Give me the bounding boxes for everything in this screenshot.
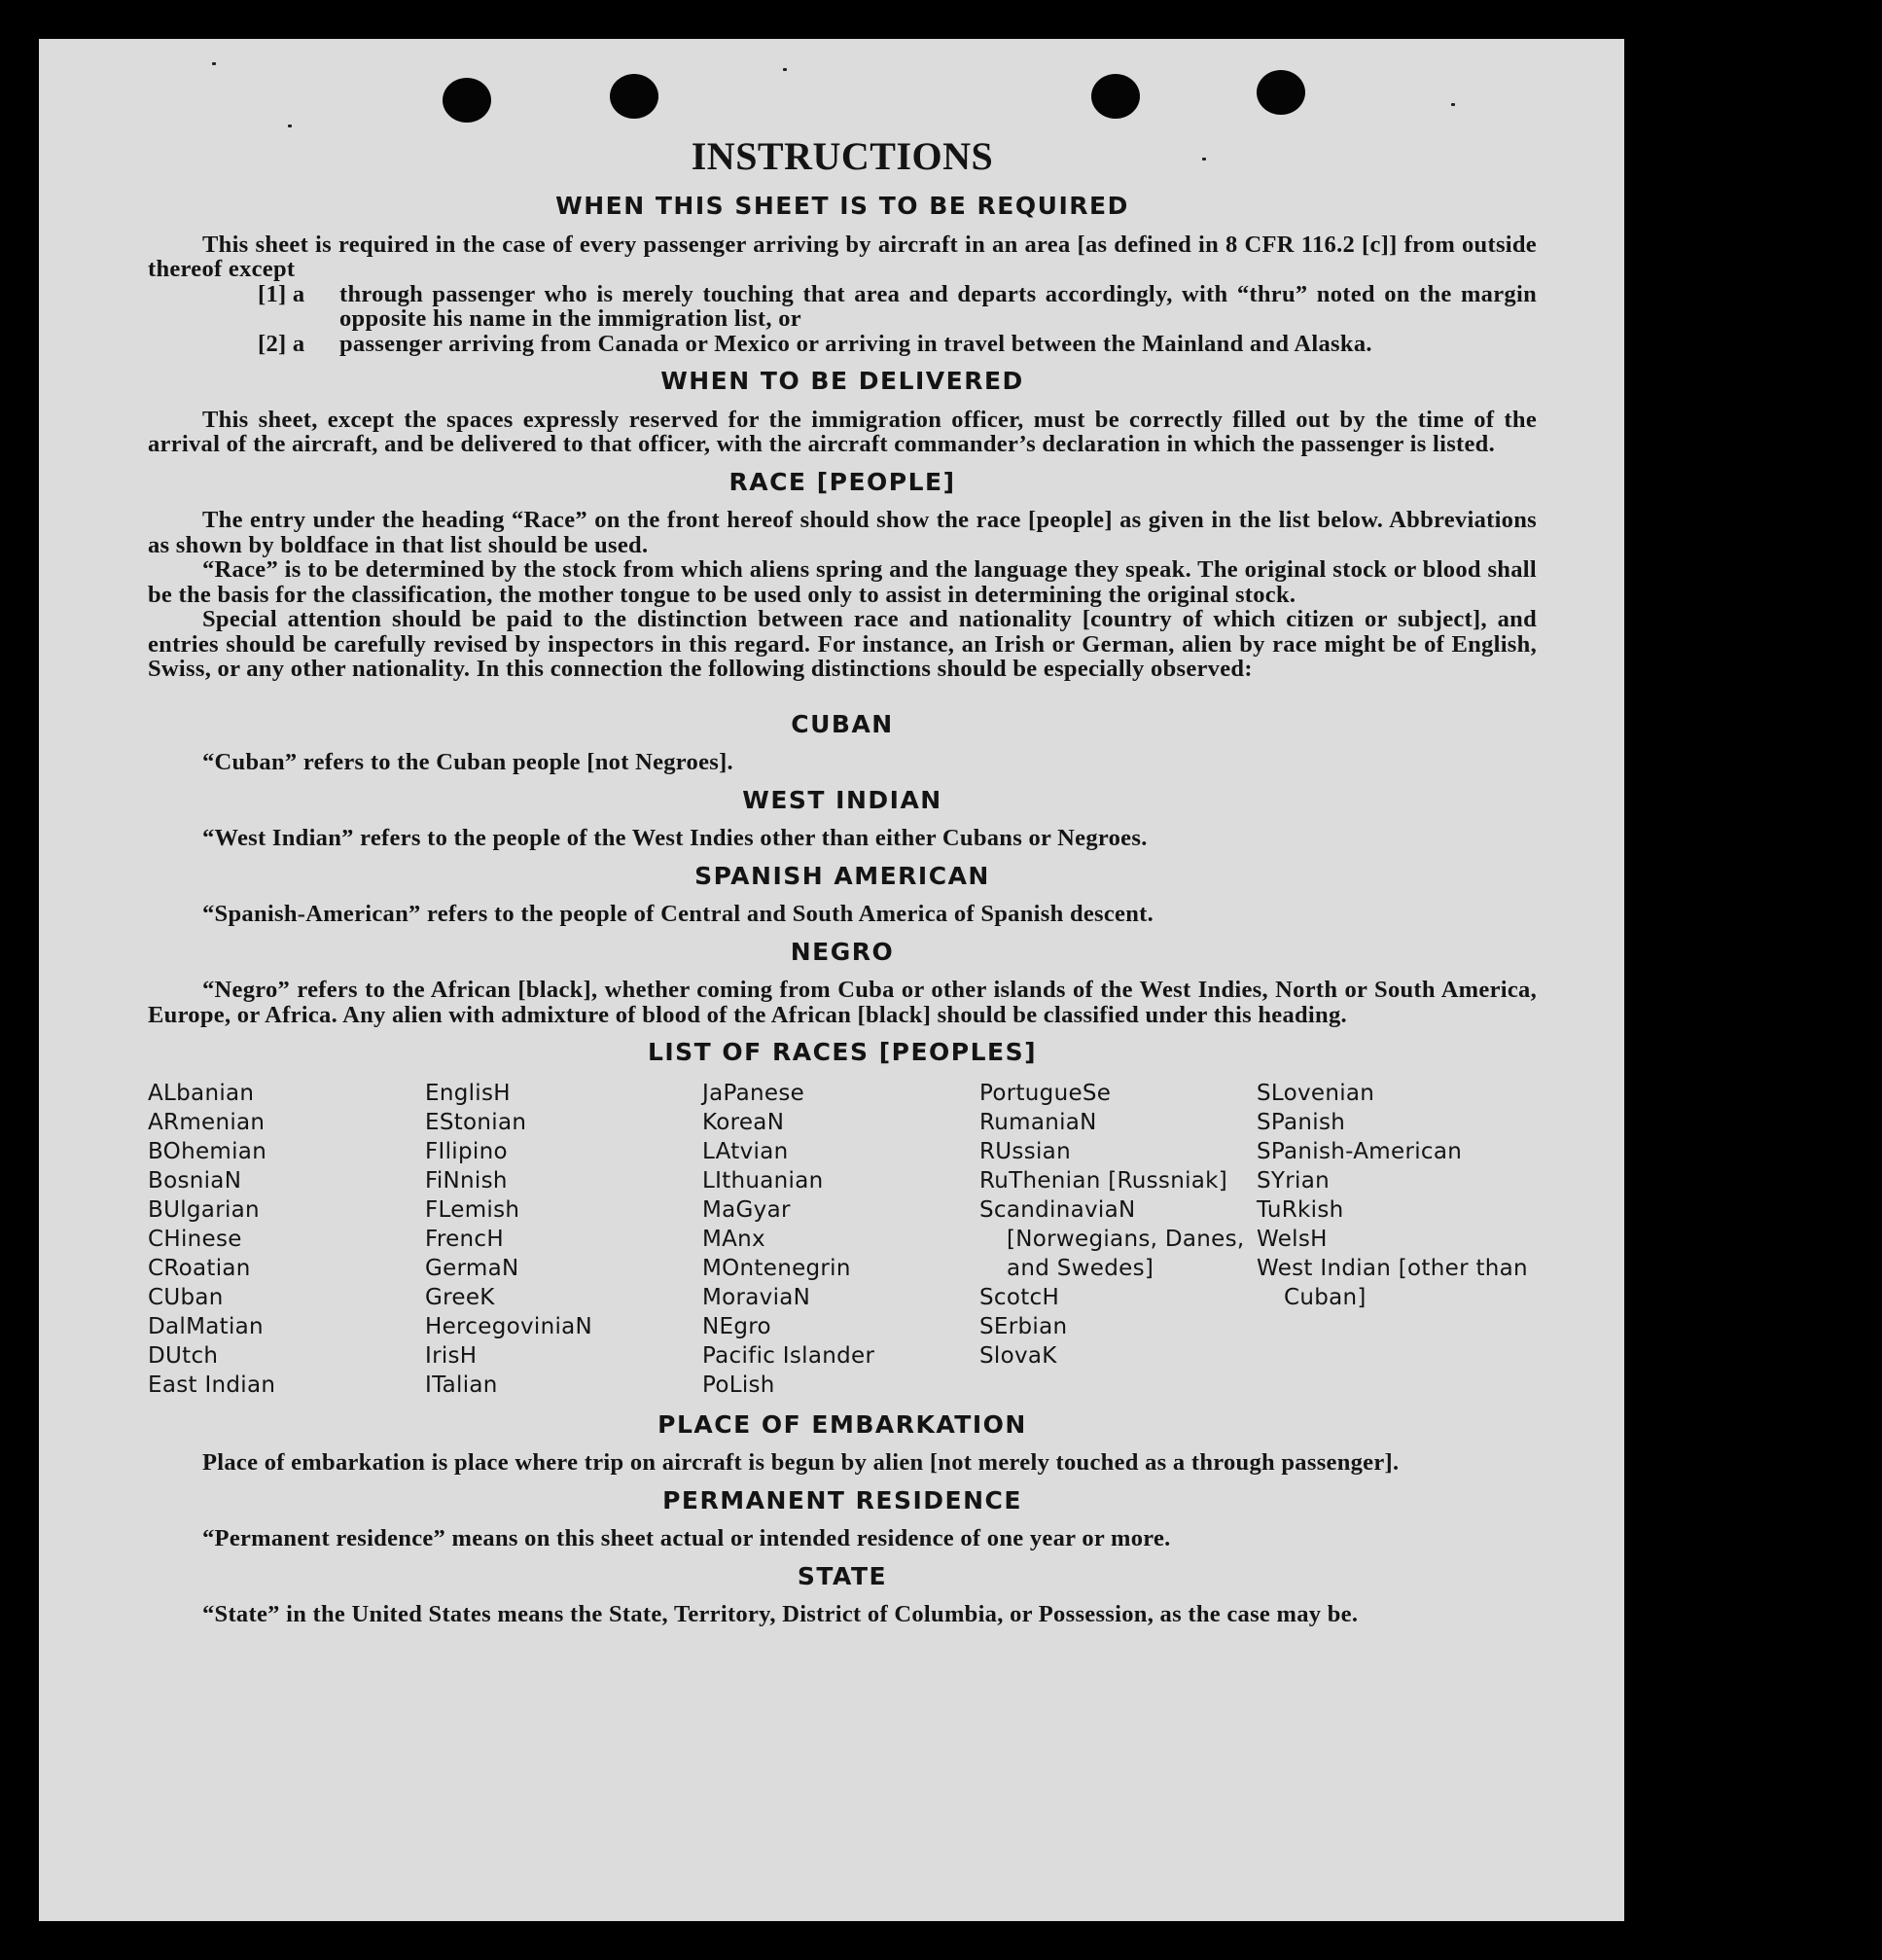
race-entry: BOhemian — [148, 1138, 267, 1164]
exception-number: [2] a — [258, 330, 305, 357]
race-paragraph: The entry under the heading “Race” on the front hereof should show the race [people] as given in the list below. Abbreviations as shown by boldface in that list should be used. — [148, 507, 1537, 558]
speck — [212, 62, 216, 65]
negro-text: “Negro” refers to the African [black], whether coming from Cuba or other islands of the West Indies, North or South America, Europe, or Africa. Any alien with admixture of blood of the African [black] should be classified under this heading. — [148, 977, 1537, 1028]
race-entry: GermaN — [425, 1255, 519, 1281]
race-entry: SlovaK — [979, 1342, 1057, 1369]
section-heading-negro: NEGRO — [790, 937, 895, 966]
race-list — [148, 1079, 1537, 1400]
residence-text: “Permanent residence” means on this sheet actual or intended residence of one year or more. — [202, 1525, 1171, 1551]
race-entry: FrencH — [425, 1226, 504, 1252]
race-entry: FiNnish — [425, 1167, 508, 1194]
race-entry: WelsH — [1257, 1226, 1328, 1252]
race-entry: BUlgarian — [148, 1196, 260, 1223]
exception-item — [258, 332, 1537, 357]
embarkation-text: Place of embarkation is place where trip on aircraft is begun by alien [not merely touched as a through passenger]. — [202, 1449, 1400, 1476]
race-entry: CHinese — [148, 1226, 242, 1252]
race-entry: SPanish — [1257, 1109, 1346, 1135]
race-entry: BosniaN — [148, 1167, 242, 1194]
exception-number: [1] a — [258, 280, 305, 307]
race-entry: IrisH — [425, 1342, 478, 1369]
race-entry: CUban — [148, 1284, 224, 1310]
race-entry: LIthuanian — [702, 1167, 824, 1194]
race-entry: EnglisH — [425, 1080, 511, 1106]
document-sheet — [39, 39, 1624, 1921]
race-entry: DUtch — [148, 1342, 219, 1369]
section-heading-race: RACE [PEOPLE] — [728, 467, 956, 496]
punch-hole — [443, 78, 491, 123]
page-title: INSTRUCTIONS — [691, 134, 994, 178]
race-entry: JaPanese — [702, 1080, 805, 1106]
race-entry: East Indian — [148, 1372, 276, 1398]
exception-text: through passenger who is merely touching that area and departs accordingly, with “thru” noted on the margin opposite his name in the immigration list, or — [339, 280, 1537, 332]
punch-hole — [610, 74, 658, 119]
race-entry: PoLish — [702, 1372, 775, 1398]
race-paragraph: Special attention should be paid to the distinction between race and nationality [country of which citizen or subject], and entries should be carefully revised by inspectors in this regard. For instance, an Irish or German, alien by race might be of English, Swiss, or any other nationality. In this connection the following distinctions should be especially observed: — [148, 606, 1537, 682]
section-heading-residence: PERMANENT RESIDENCE — [662, 1485, 1022, 1515]
race-entry: CRoatian — [148, 1255, 251, 1281]
race-column — [425, 1079, 702, 1400]
race-paragraph: “Race” is to be determined by the stock from which aliens spring and the language they speak. The original stock or blood shall be the basis for the classification, the mother tongue to be used only to assist in determining the original stock. — [148, 556, 1537, 608]
race-entry: HercegoviniaN — [425, 1313, 593, 1339]
race-entry: RUssian — [979, 1138, 1071, 1164]
state-text: “State” in the United States means the State, Territory, District of Columbia, or Possession, as the case may be. — [202, 1601, 1359, 1627]
delivered-text: This sheet, except the spaces expressly reserved for the immigration officer, must be correctly filled out by the time of the arrival of the aircraft, and be delivered to that officer, with the aircraft commander’s declaration in which the passenger is listed. — [148, 406, 1537, 457]
section-heading-list: LIST OF RACES [PEOPLES] — [647, 1038, 1038, 1066]
race-entry: FIlipino — [425, 1138, 508, 1164]
race-entry: West Indian [other than Cuban] — [1257, 1255, 1528, 1310]
race-column — [979, 1079, 1257, 1400]
race-entry: TuRkish — [1257, 1196, 1344, 1223]
spanish-american-text: “Spanish-American” refers to the people of Central and South America of Spanish descent. — [202, 901, 1154, 927]
race-entry: ScandinaviaN [Norwegians, Danes, and Swedes] — [979, 1196, 1245, 1281]
race-entry: DalMatian — [148, 1313, 264, 1339]
race-entry: SLovenian — [1257, 1080, 1375, 1106]
race-entry: MaGyar — [702, 1196, 791, 1223]
punch-hole — [1091, 74, 1140, 119]
exception-list — [258, 282, 1537, 357]
race-entry: MOntenegrin — [702, 1255, 851, 1281]
race-entry: PortugueSe — [979, 1080, 1112, 1106]
race-entry: NEgro — [702, 1313, 771, 1339]
exception-text: passenger arriving from Canada or Mexico or arriving in travel between the Mainland and Alaska. — [339, 330, 1372, 357]
west-indian-text: “West Indian” refers to the people of the West Indies other than either Cubans or Negroes. — [202, 825, 1148, 851]
section-heading-cuban: CUBAN — [791, 709, 894, 738]
race-entry: ARmenian — [148, 1109, 266, 1135]
cuban-text: “Cuban” refers to the Cuban people [not Negroes]. — [202, 749, 733, 775]
race-entry: FLemish — [425, 1196, 520, 1223]
speck — [288, 125, 292, 127]
race-entry: GreeK — [425, 1284, 495, 1310]
race-entry: LAtvian — [702, 1138, 789, 1164]
race-entry: MoraviaN — [702, 1284, 811, 1310]
section-heading-west-indian: WEST INDIAN — [742, 785, 942, 814]
race-entry: MAnx — [702, 1226, 765, 1252]
section-heading-embarkation: PLACE OF EMBARKATION — [657, 1409, 1027, 1439]
race-entry: EStonian — [425, 1109, 527, 1135]
race-entry: SErbian — [979, 1313, 1068, 1339]
race-column — [702, 1079, 979, 1400]
race-entry: RuThenian [Russniak] — [979, 1167, 1228, 1194]
race-column — [1257, 1079, 1534, 1400]
race-entry: Pacific Islander — [702, 1342, 875, 1369]
race-entry: ALbanian — [148, 1080, 255, 1106]
race-entry: ScotcH — [979, 1284, 1060, 1310]
race-entry: ITalian — [425, 1372, 498, 1398]
section-heading-delivered: WHEN TO BE DELIVERED — [660, 367, 1024, 395]
race-entry: SPanish-American — [1257, 1138, 1463, 1164]
race-entry: RumaniaN — [979, 1109, 1097, 1135]
required-intro: This sheet is required in the case of every passenger arriving by aircraft in an area [as defined in 8 CFR 116.2 [c]] from outside thereof except — [148, 231, 1537, 282]
section-heading-state: STATE — [797, 1561, 888, 1590]
section-heading-required: WHEN THIS SHEET IS TO BE REQUIRED — [555, 192, 1129, 220]
instructions-content — [148, 132, 1537, 1627]
race-entry: KoreaN — [702, 1109, 785, 1135]
punch-hole — [1257, 70, 1305, 115]
section-heading-spanish-american: SPANISH AMERICAN — [694, 861, 990, 890]
race-entry: SYrian — [1257, 1167, 1330, 1194]
speck — [783, 68, 787, 71]
speck — [1451, 103, 1455, 106]
exception-item — [258, 282, 1537, 332]
race-column — [148, 1079, 425, 1400]
